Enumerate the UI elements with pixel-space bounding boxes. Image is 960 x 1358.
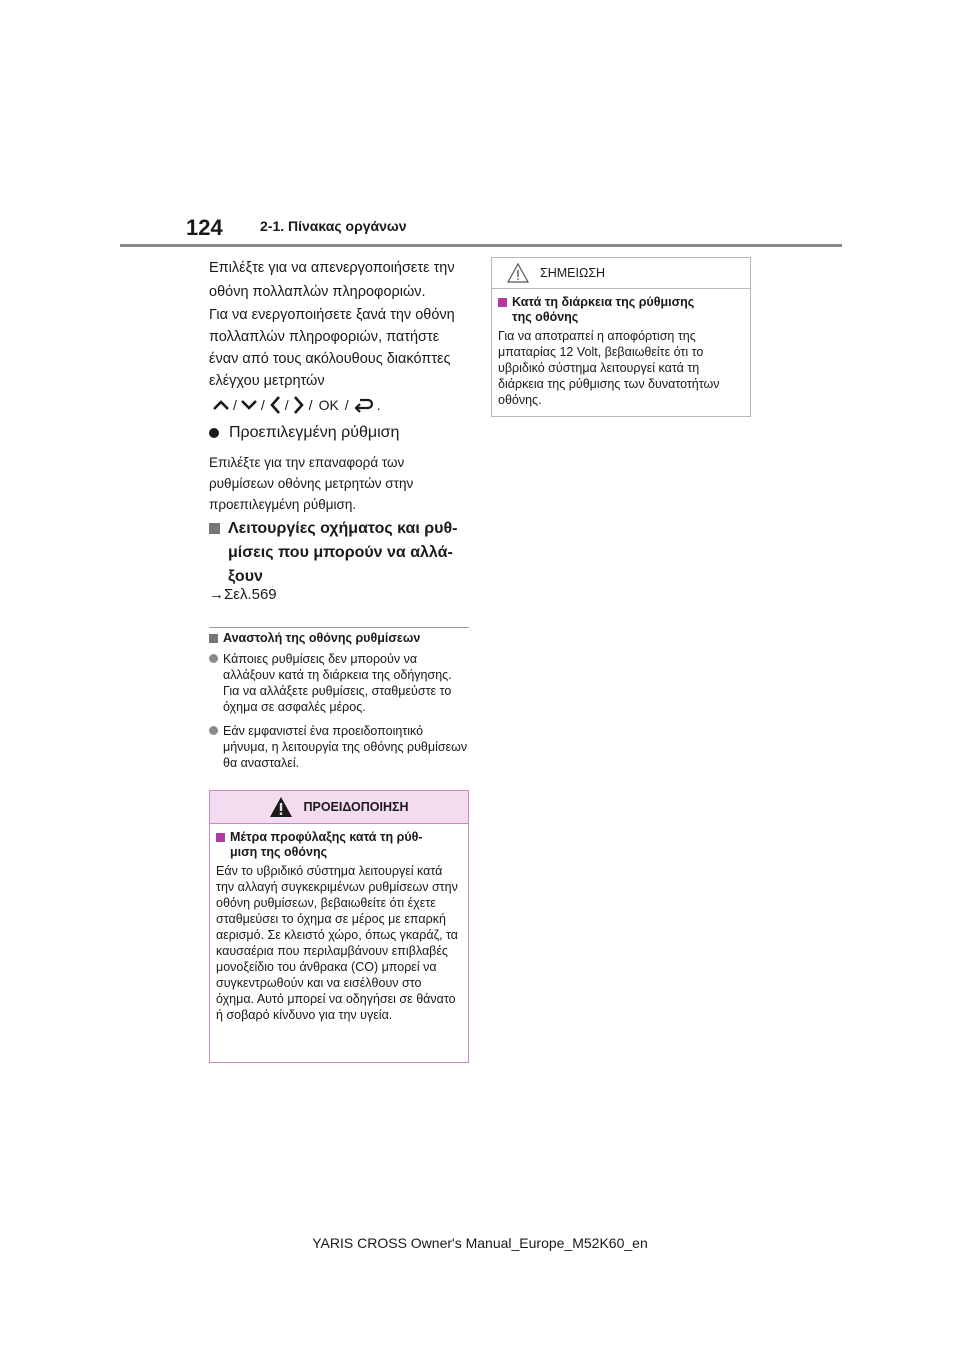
suspend-heading-label: Αναστολή της οθόνης ρυθμίσεων [223, 631, 421, 645]
suspend-heading [209, 631, 471, 645]
warning-header [210, 791, 468, 824]
reenable-text: Για να ενεργοποιήσετε ξανά την οθόνη πολλαπλών πληροφοριών, πατήστε έναν από τους ακόλουθους διακόπτες ελέγχου μετρητών [209, 307, 455, 389]
warning-title: ΠΡΟΕΙΔΟΠΟΙΗΣΗ [303, 800, 409, 814]
heading-line-2: μίσεις που μπορούν να αλλά- [228, 544, 453, 561]
intro-paragraph [209, 256, 471, 304]
chevron-up-icon [212, 398, 230, 412]
warning-subheading [216, 830, 462, 860]
bullet-dot [209, 726, 218, 735]
icon-separator: / [260, 397, 265, 413]
list-item [209, 651, 471, 715]
reenable-paragraph [209, 304, 471, 392]
section-divider [209, 627, 469, 628]
warning-sub-line-2: μιση της οθόνης [230, 845, 328, 859]
notice-sub-line-2: της οθόνης [512, 310, 579, 324]
heading-square [216, 833, 225, 842]
ok-label: OK [318, 397, 339, 413]
notice-title: ΣΗΜΕΙΩΣΗ [540, 266, 606, 280]
footer-text: YARIS CROSS Owner's Manual_Europe_M52K60_en [312, 1235, 648, 1251]
return-arrow-icon [352, 397, 374, 413]
icon-separator: / [233, 397, 237, 413]
notice-box [491, 257, 751, 417]
chevron-down-icon [240, 398, 258, 412]
chevron-left-icon [268, 395, 282, 415]
meter-switch-icons [212, 394, 384, 416]
warning-triangle-icon [269, 796, 293, 818]
header-rule [120, 244, 842, 247]
icon-separator: / [308, 397, 313, 413]
warning-sub-line-1: Μέτρα προφύλαξης κατά τη ρύθ- [230, 830, 423, 844]
page-number: 124 [186, 215, 223, 240]
list-item-text: Κάποιες ρυθμίσεις δεν μπορούν να αλλάξουν κατά τη διάρκεια της οδήγησης. Για να αλλάξετε ρυθμίσεις, σταθμεύστε το όχημα σε ασφαλές μέρος. [223, 652, 452, 714]
icon-separator: / [284, 397, 289, 413]
suspend-section [209, 631, 471, 771]
notice-body [492, 289, 750, 408]
section-title: 2-1. Πίνακας οργάνων [260, 218, 407, 234]
chevron-right-icon [292, 395, 306, 415]
notice-sub-line-1: Κατά τη διάρκεια της ρύθμισης [512, 295, 695, 309]
heading-square [209, 634, 218, 643]
default-setting-paragraph [209, 452, 471, 515]
heading-square [209, 523, 220, 534]
bullet-dot [209, 428, 219, 438]
notice-subheading [498, 295, 744, 325]
icons-end: . [376, 397, 381, 413]
notice-header [492, 258, 750, 289]
heading-line-3: ξουν [228, 568, 263, 585]
default-setting-text: Επιλέξτε για την επαναφορά των ρυθμίσεων οθόνης μετρητών στην προεπιλεγμένη ρύθμιση. [209, 455, 414, 512]
default-setting-heading [209, 424, 399, 442]
default-setting-label: Προεπιλεγμένη ρύθμιση [229, 424, 400, 441]
disable-text: Επιλέξτε για να απενεργοποιήσετε την οθόνη πολλαπλών πληροφοριών. [209, 260, 455, 300]
bullet-dot [209, 654, 218, 663]
warning-body [210, 824, 468, 1023]
heading-line-1: Λειτουργίες οχήματος και ρυθ- [228, 520, 458, 537]
list-item [209, 723, 471, 771]
notice-triangle-icon [506, 262, 530, 284]
heading-square [498, 298, 507, 307]
warning-box [209, 790, 469, 1063]
customizable-features-heading [209, 517, 457, 589]
page-reference-link[interactable]: →Σελ.569 [209, 586, 277, 603]
warning-text: Εάν το υβριδικό σύστημα λειτουργεί κατά την αλλαγή συγκεκριμένων ρυθμίσεων στην οθόνη ρυθμίσεων, βεβαιωθείτε ότι έχετε σταθμεύσει το όχημα σε μέρος με επαρκή αερισμό. Σε κλειστό χώρο, όπως γκαράζ, τα καυσαέρια που περιλαμβάνουν επιβλαβές μονοξείδιο του άνθρακα (CO) μπορεί να συγκεντρωθούν και να εισέλθουν στο όχημα. Αυτό μπορεί να οδηγήσει σε θάνατο ή σοβαρό κίνδυνο για την υγεία. [216, 864, 459, 1022]
list-item-text: Εάν εμφανιστεί ένα προειδοποιητικό μήνυμα, η λειτουργία της οθόνης ρυθμίσεων θα ανασταλεί. [223, 724, 468, 770]
icon-separator: / [344, 397, 349, 413]
notice-text: Για να αποτραπεί η αποφόρτιση της μπαταρίας 12 Volt, βεβαιωθείτε ότι το υβριδικό σύστημα λειτουργεί κατά τη διάρκεια της ρύθμισης των δυνατοτήτων οθόνης. [498, 329, 720, 407]
